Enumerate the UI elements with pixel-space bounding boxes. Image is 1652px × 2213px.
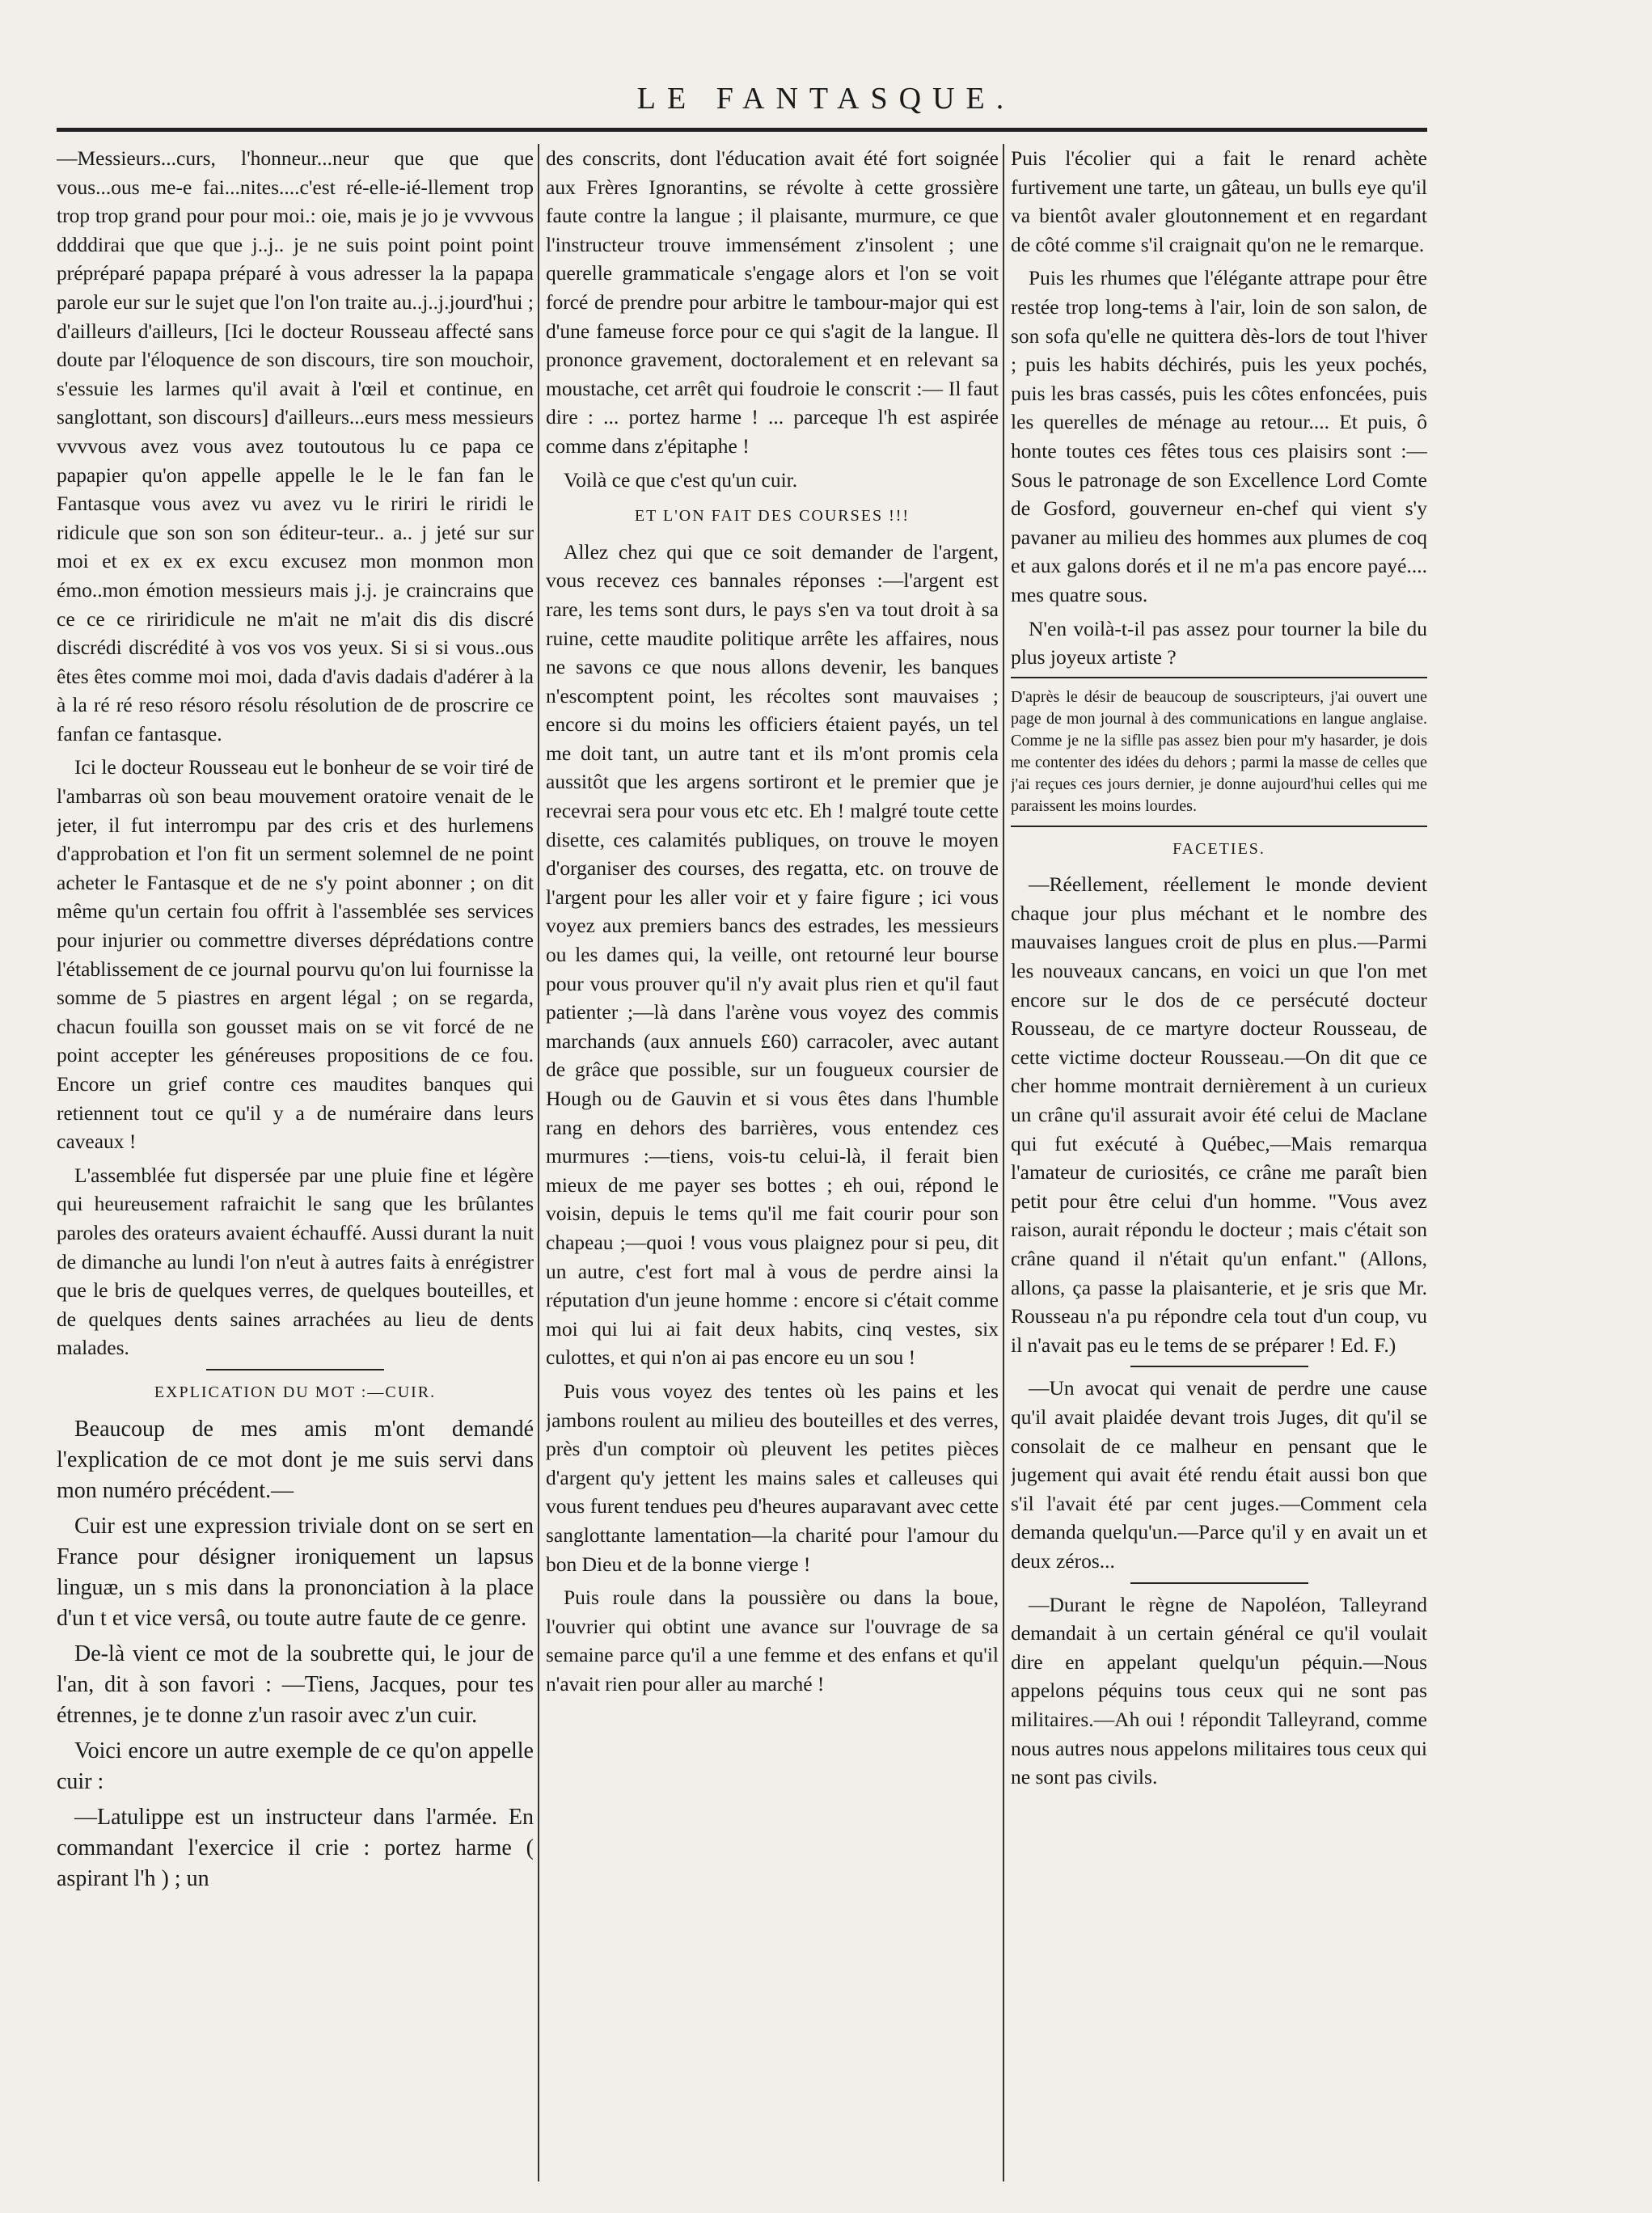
page-header-title: LE FANTASQUE.: [636, 82, 1016, 116]
notice-rule: [1011, 677, 1427, 678]
header-rule: [57, 128, 1427, 132]
article-paragraph: Puis roule dans la poussière ou dans la boue, l'ouvrier qui obtint une avance sur l'ouvrage de sa semaine parce qu'il a une femme et des enfans et qu'il n'avait rien pour aller au marché !: [546, 1586, 999, 1696]
article-paragraph: Beaucoup de mes amis m'ont demandé l'explication de ce mot dont je me suis servi dans mon numéro précédent.—: [57, 1416, 534, 1503]
article-paragraph: Voici encore un autre exemple de ce qu'on appelle cuir :: [57, 1738, 534, 1794]
column-divider: [1003, 144, 1004, 2181]
article-paragraph: —Un avocat qui venait de perdre une cause qu'il avait plaidée devant trois Juges, dit qu'il se consolait de ce malheur en pensant que le jugement qui avait été rendu était aussi bon que s'il l'avait été par cent juges.—Comment cela demanda quelqu'un.—Parce qu'il y en avait un et deux zéros...: [1011, 1376, 1427, 1573]
article-paragraph: des conscrits, dont l'éducation avait été fort soignée aux Frères Ignorantins, se révolte à cette grossière faute contre la langue ; il plaisante, murmure, ce que l'instructeur trouve immensément z'insolent ; une querelle grammaticale s'engage alors et l'on se voit forcé de prendre pour arbitre le tambour-major qui est d'une fameuse force pour ce qui s'agit de la langue. Il prononce gravement, doctoralement et en relevant sa moustache, cet arrêt qui foudroie le conscrit :— Il faut dire : ... portez harme ! ... parceque l'h est aspirée comme dans z'épitaphe !: [546, 146, 999, 458]
section-title-faceties: FACETIES.: [1172, 839, 1265, 858]
article-paragraph: Puis les rhumes que l'élégante attrape pour être restée trop long-tems à l'air, loin de son salon, de son sofa qu'elle ne quittera dès-lors de tout l'hiver ; puis les habits déchirés, puis les yeux pochés, puis les bras cassés, puis les côtes enfoncées, puis les querelles de ménage au retour.... Et puis, ô honte toutes ces fêtes tous ces plaisirs sont :—Sous le patronage de son Excellence Lord Comte de Gosford, gouverneur en-chef qui vient s'y pavaner au milieu des hommes aux plumes de coq et aux galons dorés et il ne m'a pas encore payé.... mes quatre sous.: [1011, 266, 1427, 606]
article-paragraph: Voilà ce que c'est qu'un cuir.: [564, 467, 798, 492]
column-2: [546, 144, 999, 2181]
section-title-cuir: EXPLICATION DU MOT :—CUIR.: [154, 1383, 437, 1401]
article-paragraph: —Durant le règne de Napoléon, Talleyrand demandait à un certain général ce qu'il voulait dire en appelant quelqu'un péquin.—Nous appelons péquins tous ceux qui ne sont pas militaires.—Ah oui ! répondit Talleyrand, comme nous autres nous appelons militaires tous ceux qui ne sont pas civils.: [1011, 1592, 1427, 1789]
article-paragraph: Puis vous voyez des tentes où les pains et les jambons roulent au milieu des bouteilles et des verres, près d'un comptoir où pleuvent les petites pièces d'argent qu'y jettent les mains sales et calleuses qui vous furent tendues peu d'heures auparavant avec cette sanglottante lamentation—la charité pour l'amour du bon Dieu et de la bonne vierge !: [546, 1379, 999, 1576]
section-rule: [1130, 1366, 1308, 1367]
article-paragraph: N'en voilà-t-il pas assez pour tourner la bile du plus joyeux artiste ?: [1011, 616, 1427, 669]
column-1: [57, 144, 534, 2181]
article-paragraph: L'assemblée fut dispersée par une pluie fine et légère qui heureusement rafraichit le sang que les brûlantes paroles des orateurs avaient échauffé. Aussi durant la nuit de dimanche au lundi l'on n'eut à autres faits à enrégistrer que le bris de quelques verres, de quelques bouteilles, et de quelques dents saines arrachées au lieu de dents malades.: [57, 1163, 534, 1360]
article-paragraph: De-là vient ce mot de la soubrette qui, le jour de l'an, dit à son favori : —Tiens, Jacques, pour tes étrennes, je te donne z'un rasoir avec z'un cuir.: [57, 1641, 534, 1728]
column-3: [1011, 144, 1427, 2181]
section-rule: [206, 1369, 384, 1370]
article-paragraph: Allez chez qui que ce soit demander de l'argent, vous recevez ces bannales réponses :—l'argent est rare, les tems sont durs, le pays s'en va tout droit à sa ruine, cette maudite politique arrête les affaires, nous ne savons ce que nous allons devenir, les banques n'escomptent point, les récoltes sont mauvaises ; encore si du moins les officiers étaient payés, un tel me doit tant, un autre tant et ils m'ont promis cela aussitôt que les argens sortiront et le premier que je recevrai sera pour vous etc etc. Eh ! malgré toute cette disette, ces calamités publiques, on trouve le moyen d'organiser des courses, des regatta, etc. on trouve de l'argent pour les aller voir et y faire figure ; ici vous voyez aux premiers bancs des estrades, les messieurs ou les dames qui, la veille, ont retourné leur bourse pour vous prouver qu'il n'y avait plus rien et qu'il faut patienter ;—là dans l'arène vous voyez des commis marchands (aux annuels £60) carracoler, avec autant de grâce que possible, sur un fougueux coursier de Hough ou de Gauvin et si vous êtes dans l'humble rang en dehors des barrières, vous entendez ces murmures :—tiens, vois-tu celui-là, il ferait bien mieux de me payer ses bottes ; eh oui, répond le voisin, depuis le tems qu'il me fait courir pour son chapeau ;—quoi ! vous vous plaignez pour si peu, dit un autre, c'est fort mal à vous de perdre ainsi la réputation d'un jeune homme : encore si c'était comme moi qui lui ai fait deux habits, cinq vestes, six culottes, et qui n'on ai pas encore eu un sou !: [546, 539, 999, 1370]
section-title-courses: ET L'ON FAIT DES COURSES !!!: [634, 507, 911, 526]
editor-notice: D'après le désir de beaucoup de souscripteurs, j'ai ouvert une page de mon journal à des communications en langue anglaise. Comme je ne la siflle pas assez bien pour m'y hasarder, je dois me contenter des idées du dehors ; parmi la masse de celles que j'ai reçues ces jours dernier, je donne aujourd'hui celles qui me paraissent les moins lourdes.: [1011, 687, 1427, 815]
column-divider: [538, 144, 539, 2181]
article-paragraph: —Latulippe est un instructeur dans l'armée. En commandant l'exercice il crie : portez harme ( aspirant l'h ) ; un: [57, 1804, 534, 1891]
article-paragraph: —Réellement, réellement le monde devient chaque jour plus méchant et le nombre des mauvaises langues croit de plus en plus.—Parmi les nouveaux cancans, en voici un que l'on met encore sur le dos de ce persécuté docteur Rousseau, de ce martyre docteur Rousseau, de cette victime docteur Rousseau.—On dit que ce cher homme montrait dernièrement à un curieux un crâne qu'il assurait avoir été celui de Maclane qui fut exécuté à Québec,—Mais remarqua l'amateur de curiosités, ce crâne me paraît bien petit pour être celui d'un homme. "Vous avez raison, aurait répondu le docteur ; mais c'était son crâne quand il n'était qu'un enfant." (Allons, allons, ça passe la plaisanterie, et je sris que Mr. Rousseau n'a pu répondre cela tout d'un coup, vu il n'avait pas eu le tems de se préparer ! Ed. F.): [1011, 872, 1427, 1357]
speech-paragraph: —Messieurs...curs, l'honneur...neur que que que vous...ous me-e fai...nites....c'est ré-elle-ié-llement trop trop trop grand pour pour moi.: oie, mais je jo je vvvvous ddddirai que que que j..j.. je ne suis point point point prépréparé papapa préparé à vous adresser la la papapa parole eur sur le sujet que l'on l'on traite au..j..j.jourd'hui ; d'ailleurs d'ailleurs, [Ici le docteur Rousseau affecté sans doute par l'éloquence de son discours, tire son mouchoir, s'essuie les larmes qu'il avait à l'œil et continue, en sanglottant, son discours] d'ailleurs...eurs mess messieurs vvvvous avez vous avez toutoutous lu ce papa ce papapier qu'on appelle appelle le le le fan fan le Fantasque vous avez vu avez vu le ririri le riridi le ridicule que son son son éditeur-teur.. a.. j jeté sur sur moi et ex ex ex excu excusez mon monmon mon émo..mon émotion messieurs mais j.j. je craincrains que ce ce ce ririridicule ne m'ait ne m'ait dis dis discré discrédi discrédité à vos vos vos yeux. Si si si vous..ous êtes êtes comme moi moi, dada d'avis dadais d'adérer à la à la ré ré reso résoro résolu résolution de de proscrire ce fanfan ce fantasque.: [57, 146, 534, 745]
notice-rule: [1011, 826, 1427, 827]
section-rule: [1130, 1582, 1308, 1584]
article-paragraph: Puis l'écolier qui a fait le renard achète furtivement une tarte, un gâteau, un bulls eye qu'il va bientôt avaler gloutonnement et en regardant de côté comme s'il craignait qu'on ne le remarque.: [1011, 146, 1427, 256]
article-paragraph: Cuir est une expression triviale dont on se sert en France pour désigner ironiquement un lapsus linguæ, un s mis dans la prononciation à la place d'un t et vice versâ, ou toute autre faute de ce genre.: [57, 1513, 534, 1631]
article-paragraph: Ici le docteur Rousseau eut le bonheur de se voir tiré de l'ambarras où son beau mouvement oratoire venait de le jeter, il fut interrompu par des cris et des hurlemens d'approbation et l'on fit un serment solemnel de ne point acheter le Fantasque et de ne s'y point abonner ; on dit même qu'un certain fou offrit à l'assemblée ses services pour injurier ou commettre diverses déprédations contre l'établissement de ce journal pourvu qu'on lui fournisse la somme de 5 piastres en argent légal ; on se regarda, chacun fouilla son gousset mais on se vit forcé de ne point accepter les généreuses propositions de ce fou. Encore un grief contre ces maudites banques qui retiennent tout ce qu'il y a de numéraire dans leurs caveaux !: [57, 755, 534, 1154]
